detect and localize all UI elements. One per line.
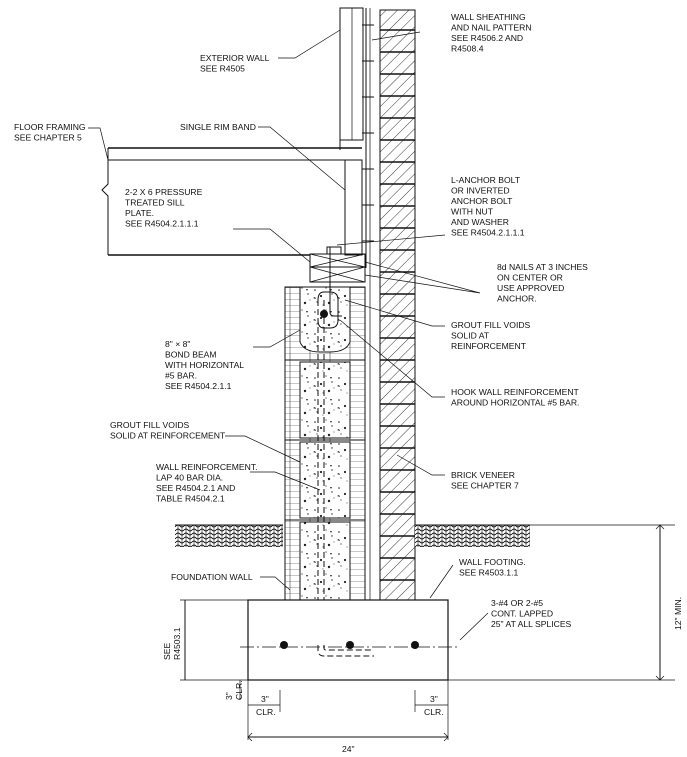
brick-veneer [380, 10, 415, 600]
dim-min-depth: 12" MIN. [673, 596, 683, 630]
foundation-wall [285, 247, 365, 645]
label-hook-wall: HOOK WALL REINFORCEMENT AROUND HORIZONTAL #5 BAR. [451, 387, 580, 408]
dim-right-clr: 3" CLR. [424, 694, 444, 717]
label-single-rim-band: SINGLE RIM BAND [180, 122, 256, 132]
dim-left-clr: 3" CLR. [256, 694, 276, 717]
label-grout-mid: GROUT FILL VOIDS SOLID AT REINFORCEMENT [110, 420, 226, 441]
label-wall-sheathing: WALL SHEATHING AND NAIL PATTERN SEE R4506.2 AND R4508.4 [451, 12, 532, 54]
label-bond-beam: 8" × 8" BOND BEAM WITH HORIZONTAL #5 BAR. SEE R4504.2.1.1 [165, 339, 244, 391]
label-foundation-wall: FOUNDATION WALL [171, 572, 253, 582]
label-wall-reinforcement: WALL REINFORCEMENT. LAP 40 BAR DIA. SEE R4504.2.1 AND TABLE R4504.2.1 [156, 462, 258, 504]
label-sill-plate: 2-2 X 6 PRESSURE TREATED SILL PLATE. SEE R4504.2.1.1.1 [125, 187, 203, 229]
sill-plate [310, 247, 365, 282]
dim-see-ref: SEE R4503.1 [162, 627, 182, 660]
label-anchor-bolt: L-ANCHOR BOLT OR INVERTED ANCHOR BOLT WITH NUT AND WASHER SEE R4504.2.1.1.1 [451, 175, 525, 238]
label-footing-bars: 3-#4 OR 2-#5 CONT. LAPPED 25" AT ALL SPLICES [491, 598, 572, 629]
wall-footing [240, 600, 460, 680]
label-brick-veneer: BRICK VENEER SEE CHAPTER 7 [451, 470, 519, 491]
dim-bottom-clr: 3" CLR. [224, 680, 244, 700]
label-nails: 8d NAILS AT 3 INCHES ON CENTER OR USE APPROVED ANCHOR. [497, 262, 588, 304]
label-grout-top: GROUT FILL VOIDS SOLID AT REINFORCEMENT [451, 320, 531, 351]
label-wall-footing: WALL FOOTING. SEE R4503.1.1 [459, 557, 526, 578]
label-floor-framing: FLOOR FRAMING SEE CHAPTER 5 [14, 122, 86, 143]
label-exterior-wall: EXTERIOR WALL SEE R4505 [200, 53, 270, 74]
dim-width: 24" [342, 744, 355, 754]
